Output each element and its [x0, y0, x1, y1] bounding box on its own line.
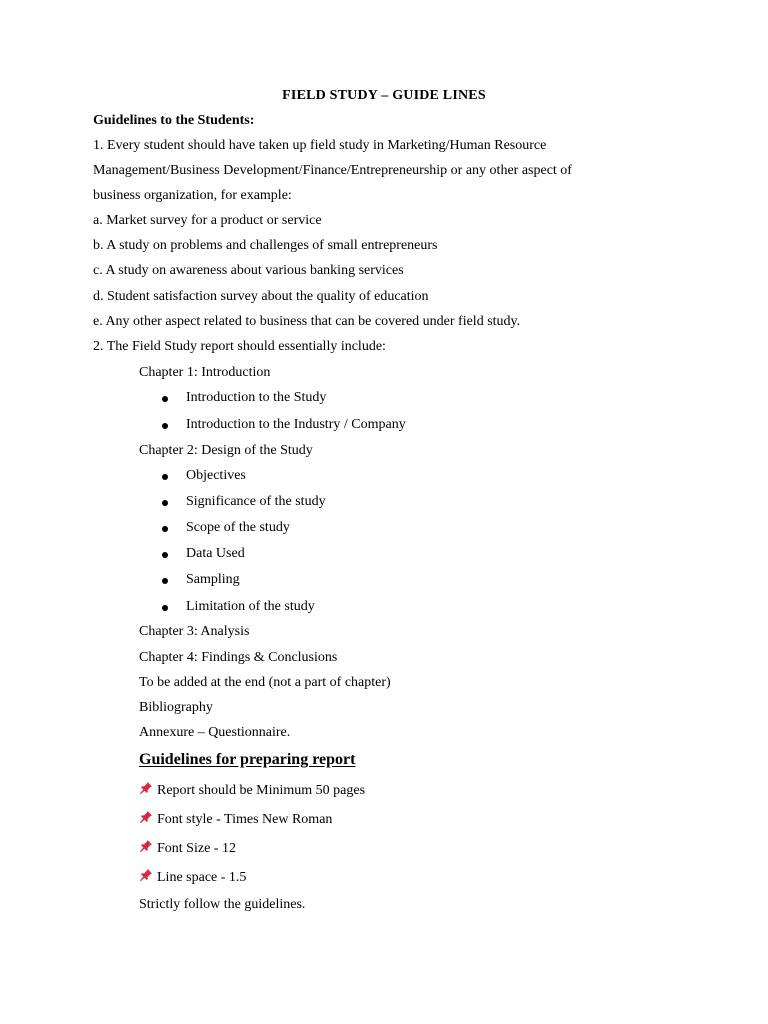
- report-item-text: Font Size - 12: [157, 841, 236, 856]
- pushpin-icon: [139, 810, 153, 824]
- bullet-icon: [162, 526, 168, 532]
- example-c: c. A study on awareness about various banking services: [93, 263, 404, 278]
- report-item-text: Font style - Times New Roman: [157, 812, 333, 827]
- chapter2-item: Sampling: [186, 572, 240, 587]
- report-item-text: Line space - 1.5: [157, 870, 247, 885]
- pushpin-icon: [139, 839, 153, 853]
- report-item: [139, 781, 365, 800]
- example-d: d. Student satisfaction survey about the quality of education: [93, 289, 429, 304]
- closing-note: Strictly follow the guidelines.: [139, 897, 306, 912]
- bullet-icon: [162, 552, 168, 558]
- report-item-text: Report should be Minimum 50 pages: [157, 783, 366, 798]
- document-title: FIELD STUDY – GUIDE LINES: [282, 88, 486, 103]
- bullet-icon: [162, 396, 168, 402]
- report-item: [139, 810, 332, 829]
- point2: 2. The Field Study report should essentially include:: [93, 339, 386, 354]
- annexure: Annexure – Questionnaire.: [139, 725, 291, 740]
- bullet-icon: [162, 500, 168, 506]
- point1-line3: business organization, for example:: [93, 188, 292, 203]
- point1-line2: Management/Business Development/Finance/Entrepreneurship or any other aspect of: [93, 163, 572, 178]
- chapter1-item: Introduction to the Study: [186, 390, 327, 405]
- bullet-icon: [162, 423, 168, 429]
- chapter1-item: Introduction to the Industry / Company: [186, 417, 406, 432]
- bullet-icon: [162, 605, 168, 611]
- chapter4: Chapter 4: Findings & Conclusions: [139, 650, 338, 665]
- chapter1-heading: Chapter 1: Introduction: [139, 365, 271, 380]
- bullet-icon: [162, 474, 168, 480]
- bibliography: Bibliography: [139, 700, 213, 715]
- chapter2-item: Limitation of the study: [186, 599, 315, 614]
- example-e: e. Any other aspect related to business that can be covered under field study.: [93, 314, 521, 329]
- chapter2-item: Data Used: [186, 546, 245, 561]
- example-a: a. Market survey for a product or service: [93, 213, 322, 228]
- students-guidelines-heading: Guidelines to the Students:: [93, 113, 255, 128]
- chapter3: Chapter 3: Analysis: [139, 624, 250, 639]
- point1-line1: 1. Every student should have taken up field study in Marketing/Human Resource: [93, 138, 547, 153]
- chapter2-heading: Chapter 2: Design of the Study: [139, 443, 313, 458]
- chapter2-item: Scope of the study: [186, 520, 290, 535]
- pushpin-icon: [139, 868, 153, 882]
- end-note: To be added at the end (not a part of chapter): [139, 675, 391, 690]
- example-b: b. A study on problems and challenges of small entrepreneurs: [93, 238, 438, 253]
- chapter2-item: Objectives: [186, 468, 246, 483]
- report-item: [139, 868, 246, 887]
- report-guidelines-heading: Guidelines for preparing report: [139, 751, 356, 768]
- pushpin-icon: [139, 781, 153, 795]
- report-item: [139, 839, 236, 858]
- chapter2-item: Significance of the study: [186, 494, 326, 509]
- bullet-icon: [162, 578, 168, 584]
